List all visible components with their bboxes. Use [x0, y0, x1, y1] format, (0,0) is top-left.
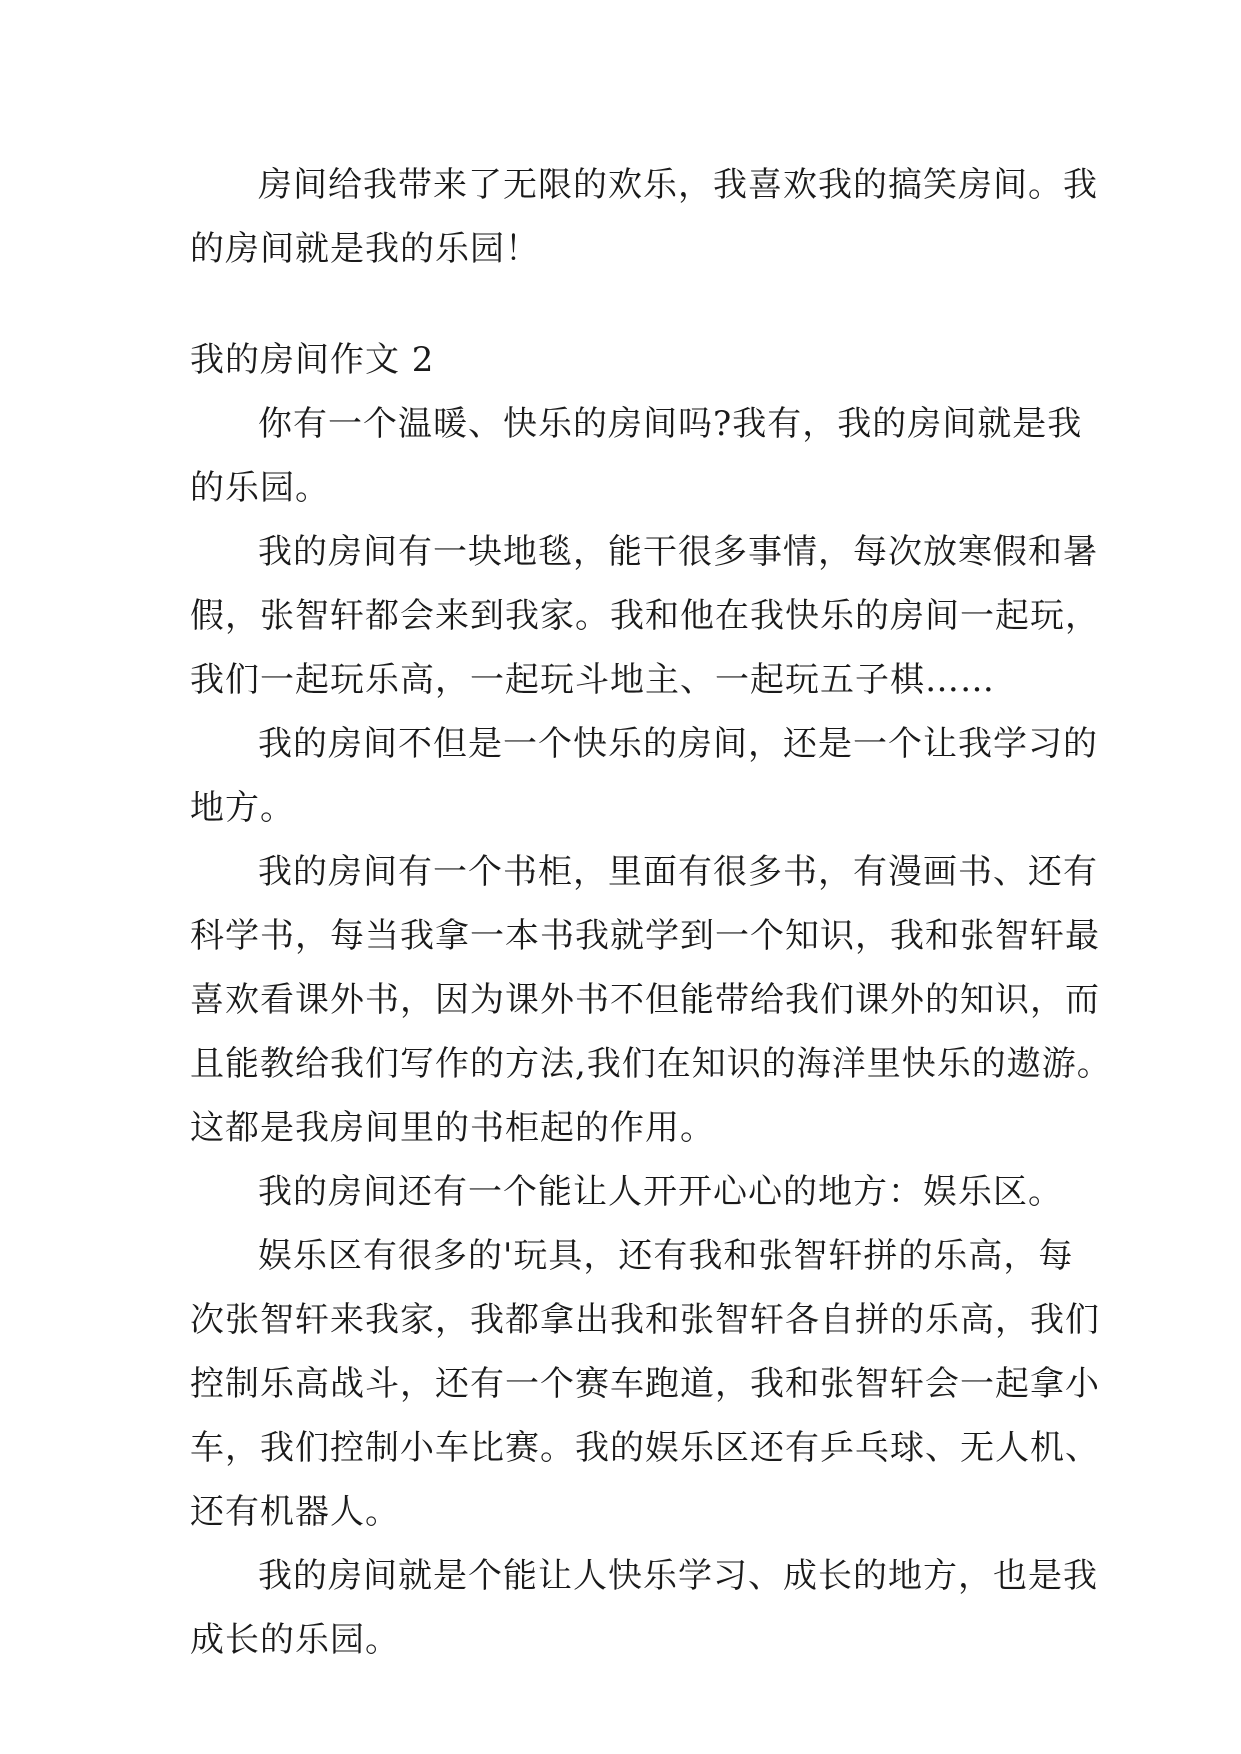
paragraph-line: 喜欢看课外书，因为课外书不但能带给我们课外的知识，而 [190, 980, 1100, 1020]
paragraph-line: 成长的乐园。 [190, 1620, 400, 1660]
paragraph-line: 次张智轩来我家，我都拿出我和张智轩各自拼的乐高，我们 [190, 1300, 1100, 1340]
paragraph-line: 这都是我房间里的书柜起的作用。 [190, 1108, 715, 1148]
paragraph-line: 假，张智轩都会来到我家。我和他在我快乐的房间一起玩， [190, 596, 1100, 636]
essay-body [190, 392, 1112, 1672]
intro-paragraph [190, 153, 1098, 281]
paragraph-line: 的乐园。 [190, 468, 330, 508]
section-title-text: 我的房间作文 2 [190, 340, 435, 380]
paragraph-line: 地方。 [190, 788, 295, 828]
paragraph-line: 我的房间不但是一个快乐的房间，还是一个让我学习的 [258, 724, 1098, 764]
paragraph-line: 我的房间有一块地毯，能干很多事情，每次放寒假和暑 [258, 532, 1098, 572]
paragraph-line: 你有一个温暖、快乐的房间吗?我有，我的房间就是我 [258, 404, 1083, 444]
paragraph-line: 娱乐区有很多的'玩具，还有我和张智轩拼的乐高，每 [258, 1236, 1074, 1276]
paragraph-line: 科学书，每当我拿一本书我就学到一个知识，我和张智轩最 [190, 916, 1100, 956]
paragraph-line: 房间给我带来了无限的欢乐，我喜欢我的搞笑房间。我 [258, 165, 1098, 205]
paragraph-line: 且能教给我们写作的方法,我们在知识的海洋里快乐的遨游。 [190, 1044, 1112, 1084]
paragraph-line: 我的房间就是个能让人快乐学习、成长的地方，也是我 [258, 1556, 1098, 1596]
paragraph-line: 我们一起玩乐高，一起玩斗地主、一起玩五子棋…… [190, 660, 995, 700]
paragraph-line: 车，我们控制小车比赛。我的娱乐区还有乒乓球、无人机、 [190, 1428, 1100, 1468]
paragraph-line: 的房间就是我的乐园！ [190, 229, 540, 269]
paragraph-line: 我的房间有一个书柜，里面有很多书，有漫画书、还有 [258, 852, 1098, 892]
paragraph-line: 我的房间还有一个能让人开开心心的地方：娱乐区。 [258, 1172, 1063, 1212]
paragraph-line: 还有机器人。 [190, 1492, 400, 1532]
section-title [190, 328, 1050, 392]
paragraph-line: 控制乐高战斗，还有一个赛车跑道，我和张智轩会一起拿小 [190, 1364, 1100, 1404]
